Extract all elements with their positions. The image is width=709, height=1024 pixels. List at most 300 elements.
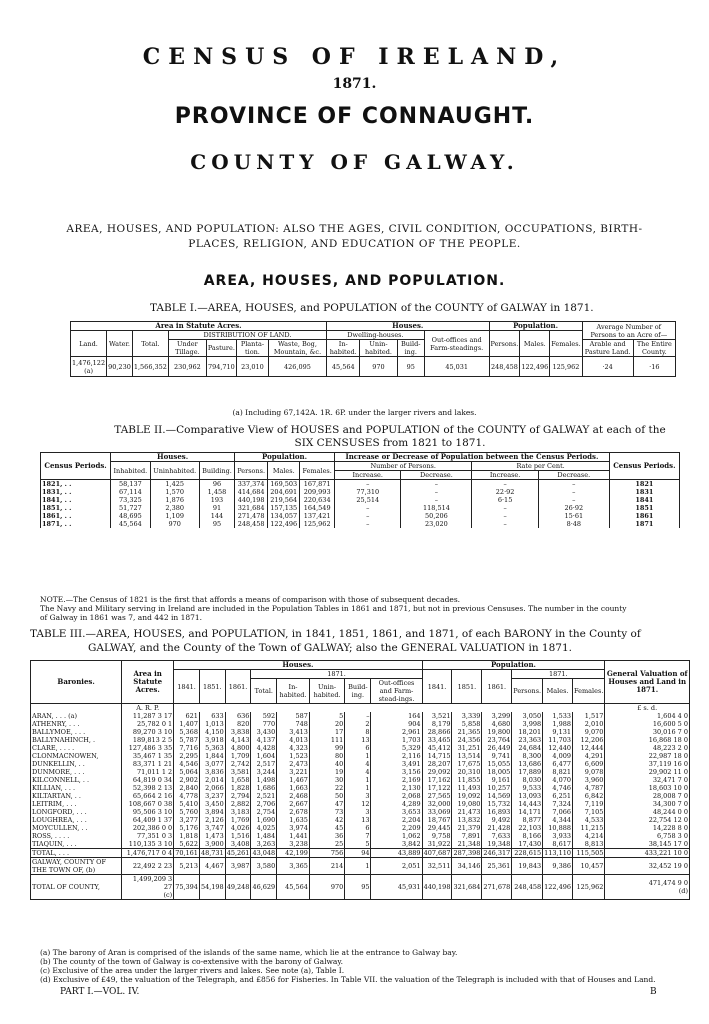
table2-note-3: of Galway in 1861 was 7, and 442 in 1871. xyxy=(40,613,203,622)
t3-val: 38,145 17 0 xyxy=(605,840,690,849)
t3-cell: 11,703 xyxy=(543,736,573,744)
t3-cell: 3,580 xyxy=(251,858,277,875)
t3-area: 202,386 0 0 xyxy=(122,824,174,832)
t2-cell: 169,503 xyxy=(268,480,300,489)
t3-cell: 13 xyxy=(345,736,371,744)
t3-cell: 48,731 xyxy=(200,849,224,857)
t3-area: 35,467 1 35 xyxy=(122,752,174,760)
t3-cell: 4,291 xyxy=(573,752,605,760)
t3-cell: 820 xyxy=(225,720,251,728)
t2-h-rate: Rate per Cent. xyxy=(472,462,609,471)
t3-cell: 10,457 xyxy=(573,858,605,875)
t3-cell: 6,609 xyxy=(573,760,605,768)
t3-cell: 5,760 xyxy=(174,808,200,816)
t3-cell: 12,206 xyxy=(573,736,605,744)
t3-cell: 8,179 xyxy=(422,720,452,728)
t2-period: 1851, . . xyxy=(41,504,111,512)
t3-hcol-0: 1841. xyxy=(174,670,200,704)
t3-cell: 8,617 xyxy=(543,840,573,849)
t3-cell: 125,962 xyxy=(573,875,605,900)
t2-cell: 48,695 xyxy=(111,512,150,520)
t1-col-6: Waste, Bog, Mountain, &c. xyxy=(268,340,326,357)
t3-cell: 1,533 xyxy=(543,712,573,720)
t2-cell: 220,634 xyxy=(300,496,335,504)
t3-cell: 36 xyxy=(309,832,344,840)
t2-cell: 321,684 xyxy=(235,504,268,512)
table1-caption: TABLE I.—AREA, HOUSES, and POPULATION of the COUNTY of GALWAY in 1871. xyxy=(150,302,594,314)
t3-cell: 19,092 xyxy=(452,792,482,800)
t3-cell: 4,787 xyxy=(573,784,605,792)
t3-cell: 6 xyxy=(345,744,371,752)
t3-cell: 6,842 xyxy=(573,792,605,800)
t3-cell: 3,450 xyxy=(199,800,225,808)
t3-cell: 45,564 xyxy=(277,875,310,900)
t1-cell: 125,962 xyxy=(550,357,582,377)
t3-cell: 2,068 xyxy=(371,792,422,800)
t3-cell: 2,468 xyxy=(277,792,310,800)
t3-cell: 3 xyxy=(345,808,371,816)
t3-cell: 3,237 xyxy=(199,792,225,800)
t2-cell: 77,310 xyxy=(335,488,401,496)
t3-cell: 2,902 xyxy=(174,776,200,784)
t3-cell: 2,209 xyxy=(371,824,422,832)
table2-notes xyxy=(40,595,680,622)
t2-col-6: Increase. xyxy=(335,471,401,480)
table3-caption-line-2: GALWAY, and the County of the Town of GALWAY; also the GENERAL VALUATION in 1871. xyxy=(88,642,572,654)
t3-cell: 271,678 xyxy=(482,875,512,900)
t2-cell: 26·92 xyxy=(538,504,609,512)
t3-cell: 2,521 xyxy=(251,792,277,800)
t3-h-1871: 1871. xyxy=(251,670,422,679)
t1-h-area: Area in Statute Acres. xyxy=(71,322,327,331)
t3-cell: 20 xyxy=(309,720,344,728)
t3-area: 77,351 0 3 xyxy=(122,832,174,840)
t3-cell: 4,746 xyxy=(543,784,573,792)
t3-h-area: Area in Statute Acres. xyxy=(122,661,174,704)
t1-col-0: Land. xyxy=(71,331,107,357)
t3-cell: 4,323 xyxy=(277,744,310,752)
t3-cell: 4,009 xyxy=(543,752,573,760)
t3-cell: 1,709 xyxy=(225,752,251,760)
t3-cell: 47 xyxy=(309,800,344,808)
table3-foot-d: (d) Exclusive of £49, the valuation of the Telegraph, and £856 for Fisheries. In Table VII. the valuation of the Telegraph is included with that of Houses and Land. xyxy=(40,975,656,984)
t3-cell: 19,080 xyxy=(452,800,482,808)
t2-cell: 96 xyxy=(199,480,234,489)
t3-area: 127,486 3 35 xyxy=(122,744,174,752)
t3-cell: 4,137 xyxy=(251,736,277,744)
t3-barony: ROSS, . . . . xyxy=(31,832,122,840)
t2-cell: 118,514 xyxy=(401,504,472,512)
t3-cell: 6,477 xyxy=(543,760,573,768)
t1-col-11: Persons. xyxy=(489,331,520,357)
table2-note-2: The Navy and Military serving in Ireland are included in the Population Tables in 1861 and 1871, but not in previous Censuses. The number in the county xyxy=(40,604,627,613)
t3-cell: 26,449 xyxy=(482,744,512,752)
t3-cell: 4,533 xyxy=(573,816,605,824)
t2-cell: – xyxy=(401,496,472,504)
t3-val: 433,221 10 0 xyxy=(605,849,690,858)
t3-cell: 287,398 xyxy=(453,849,481,857)
t3-cell: 1,663 xyxy=(277,784,310,792)
t2-cell: 91 xyxy=(199,504,234,512)
t1-col-8: Unin-habited. xyxy=(360,340,397,357)
t3-cell: 80 xyxy=(309,752,344,760)
t2-cell: 137,421 xyxy=(300,512,335,520)
table2-caption-line-1: TABLE II.—Comparative View of HOUSES and POPULATION of the COUNTY of GALWAY at each of the xyxy=(114,424,666,436)
t3-cell: 3,263 xyxy=(251,840,277,849)
t2-cell: 204,691 xyxy=(268,488,300,496)
t1-cell: 95 xyxy=(397,357,424,377)
t3-cell: 6 xyxy=(345,824,371,832)
t2-col-2: Building. xyxy=(199,462,234,480)
t3-cell: 8 xyxy=(345,728,371,736)
t3-cell: 770 xyxy=(251,720,277,728)
t2-h-houses: Houses. xyxy=(111,453,235,462)
t3-cell: 19,800 xyxy=(482,728,512,736)
t3-cell: 45,931 xyxy=(371,875,422,900)
t3-cell: 43,048 xyxy=(252,849,276,857)
t2-cell: – xyxy=(472,520,538,528)
table-row xyxy=(41,480,680,489)
t2-period: 1861, . . xyxy=(41,512,111,520)
t3-area: 71,011 1 2 xyxy=(122,768,174,776)
t3-barony: BALLYNAHINCH, . xyxy=(31,736,122,744)
t3-barony: KILLIAN, . . . xyxy=(31,784,122,792)
t3-val: 22,754 12 0 xyxy=(605,816,690,824)
t1-cell: ·24 xyxy=(582,357,633,377)
t1-col-12: Males. xyxy=(520,331,550,357)
t1-cell: 1,476,122 (a) xyxy=(72,358,106,375)
table-row xyxy=(31,768,690,776)
t2-cell: 219,564 xyxy=(268,496,300,504)
t3-barony: GALWAY, COUNTY OF THE TOWN OF, (b) xyxy=(31,858,122,875)
t2-cell: 1,876 xyxy=(150,496,199,504)
t3-cell: 22 xyxy=(309,784,344,792)
table-row xyxy=(31,728,690,736)
t3-cell: 1,484 xyxy=(251,832,277,840)
t2-cell: 50,206 xyxy=(401,512,472,520)
table3-foot-b: (b) The county of the town of Galway is co-extensive with the barony of Galway. xyxy=(40,957,343,966)
t3-cell: 30 xyxy=(309,776,344,784)
table-row xyxy=(41,512,680,520)
t3-cell: 10,888 xyxy=(543,824,573,832)
table3-foot-a: (a) The barony of Aran is comprised of the islands of the same name, which lie at the entrance to Galway bay. xyxy=(40,948,458,957)
t3-cell: 12 xyxy=(345,800,371,808)
t3-cell: 8,821 xyxy=(543,768,573,776)
t3-cell: 122,496 xyxy=(543,875,573,900)
total-row xyxy=(31,849,690,858)
t3-area: 110,135 3 10 xyxy=(122,840,174,849)
t3-barony: DUNKELLIN, . . xyxy=(31,760,122,768)
t3-cell: 21,365 xyxy=(452,728,482,736)
t1-h-houses: Houses. xyxy=(327,322,490,331)
t2-h-periods-right: Census Periods. xyxy=(609,453,679,480)
t3-cell: 11,215 xyxy=(573,824,605,832)
t2-period-right: 1871 xyxy=(609,520,679,528)
t3-area: 11,287 3 17 xyxy=(122,712,174,720)
page-footer-part: PART I.—VOL. IV. xyxy=(60,987,140,997)
t3-cell: 440,198 xyxy=(422,875,452,900)
t3-cell: 5,363 xyxy=(199,744,225,752)
t3-cell: 13,093 xyxy=(512,792,543,800)
t2-cell: 1,570 xyxy=(150,488,199,496)
t2-cell: 209,993 xyxy=(300,488,335,496)
t3-cell: 592 xyxy=(251,712,277,720)
t3-val-note: (d) xyxy=(678,887,688,895)
t3-cell: 3,299 xyxy=(482,712,512,720)
t3-cell: 111 xyxy=(309,736,344,744)
t3-barony: LEITRIM, . . . xyxy=(31,800,122,808)
table-row xyxy=(31,712,690,720)
t3-cell: 621 xyxy=(174,712,200,720)
t3-cell: 32,511 xyxy=(422,858,452,875)
t3-cell: 164 xyxy=(371,712,422,720)
t3-cell: 970 xyxy=(309,875,344,900)
t2-h-periods: Census Periods. xyxy=(41,453,111,480)
t3-cell: 3,838 xyxy=(225,728,251,736)
t3-cell: 14,569 xyxy=(482,792,512,800)
t2-cell: 95 xyxy=(199,520,234,528)
t3-pcol-0: 1841. xyxy=(422,670,452,704)
t3-cell: 12,444 xyxy=(573,744,605,752)
county-total-row xyxy=(31,875,690,900)
t3-cell: 50 xyxy=(309,792,344,800)
table-row xyxy=(31,776,690,784)
province-title: PROVINCE OF CONNAUGHT. xyxy=(174,104,535,129)
t3-cell: 7,716 xyxy=(174,744,200,752)
table-row xyxy=(31,832,690,840)
t3-cell: 25,361 xyxy=(482,858,512,875)
t3-cell: 7,119 xyxy=(573,800,605,808)
t3-cell: 13 xyxy=(345,816,371,824)
t3-h-1871-pop: 1871. xyxy=(512,670,605,679)
t2-h-numpersons: Number of Persons. xyxy=(335,462,472,471)
t3-cell: 29,092 xyxy=(422,768,452,776)
t2-cell: 157,135 xyxy=(268,504,300,512)
t2-cell: – xyxy=(335,504,401,512)
t1-cell: 230,962 xyxy=(168,357,206,377)
t2-period: 1821, . . xyxy=(41,480,111,489)
t3-area-note: (c) xyxy=(163,891,173,899)
table3-caption xyxy=(30,627,700,655)
t3-cell: 321,684 xyxy=(452,875,482,900)
t3-cell: 31,922 xyxy=(422,840,452,849)
t3-val: 29,902 11 0 xyxy=(605,768,690,776)
t2-cell: 144 xyxy=(199,512,234,520)
t3-barony: BALLYMOE, . . . xyxy=(31,728,122,736)
t3-area: 89,270 3 10 xyxy=(122,728,174,736)
t3-cell: 1,498 xyxy=(251,776,277,784)
t3-cell: 8,813 xyxy=(573,840,605,849)
t3-cell: 43,889 xyxy=(371,849,422,858)
t3-cell: 748 xyxy=(277,720,310,728)
t1-cell: 794,710 xyxy=(206,357,236,377)
t1-col-13: Females. xyxy=(550,331,582,357)
t2-period-right: 1841 xyxy=(609,496,679,504)
t3-cell: 28,207 xyxy=(422,760,452,768)
t3-area: 64,409 1 37 xyxy=(122,816,174,824)
t3-cell: 14,443 xyxy=(512,800,543,808)
t2-cell: 164,549 xyxy=(300,504,335,512)
t3-cell: 7 xyxy=(345,832,371,840)
t3-barony: CLARE, . . . . xyxy=(31,744,122,752)
t2-cell: 8·48 xyxy=(538,520,609,528)
t3-cell: 7,324 xyxy=(543,800,573,808)
t3-cell: 2,961 xyxy=(371,728,422,736)
table2 xyxy=(40,452,680,528)
t3-cell: 5,329 xyxy=(371,744,422,752)
t1-col-10: Out-offices and Farm-steadings. xyxy=(424,331,489,357)
t3-cell: 7,105 xyxy=(573,808,605,816)
t1-col-3: Under Tillage. xyxy=(168,340,206,357)
table-row xyxy=(41,520,680,528)
t3-cell: 10,257 xyxy=(482,784,512,792)
t2-cell: 67,114 xyxy=(111,488,150,496)
t3-cell: 1 xyxy=(345,784,371,792)
t3-cell: 5,064 xyxy=(174,768,200,776)
table-row xyxy=(31,736,690,744)
t3-cell: 3,365 xyxy=(277,858,310,875)
t2-cell: – xyxy=(472,504,538,512)
t3-barony: MOYCULLEN, . . xyxy=(31,824,122,832)
table-row xyxy=(31,816,690,824)
t2-cell: 167,871 xyxy=(300,480,335,489)
t1-cell: 1,566,352 xyxy=(132,357,168,377)
t3-val: 48,244 0 0 xyxy=(605,808,690,816)
t3-cell: 1,473 xyxy=(199,832,225,840)
t3-cell: 7,633 xyxy=(482,832,512,840)
t3-cell: 9,161 xyxy=(482,776,512,784)
t3-barony: ARAN, . . . (a) xyxy=(31,712,122,720)
t3-barony: KILCONNELL, . . xyxy=(31,776,122,784)
t3-cell: 70,161 xyxy=(175,849,198,857)
t1-col-7: In-habited. xyxy=(327,340,360,357)
t3-cell: 2,169 xyxy=(371,776,422,784)
t2-cell: 248,458 xyxy=(235,520,268,528)
t3-cell: 24,356 xyxy=(452,736,482,744)
t2-cell: 6·15 xyxy=(472,496,538,504)
t2-cell: – xyxy=(335,512,401,520)
t2-period-right: 1851 xyxy=(609,504,679,512)
t3-hcol-7: Out-offices and Farm-stead-ings. xyxy=(371,679,422,704)
t3-val: 1,604 4 0 xyxy=(605,712,690,720)
t3-cell: 1,658 xyxy=(225,776,251,784)
t3-hcol-1: 1851. xyxy=(199,670,225,704)
t3-cell: 3,933 xyxy=(543,832,573,840)
t3-cell: 45,261 xyxy=(226,849,250,857)
t1-cell: 45,564 xyxy=(327,357,360,377)
t3-h-baronies: Baronies. xyxy=(31,661,122,704)
t1-cell: 23,010 xyxy=(236,357,268,377)
t3-area: 1,499,209 3 27 (c) xyxy=(122,875,174,900)
t1-col-2: Total. xyxy=(132,331,168,357)
t3-cell: 2,840 xyxy=(174,784,200,792)
table-row xyxy=(31,792,690,800)
t3-val: 6,758 3 0 xyxy=(605,832,690,840)
t3-cell: 2,678 xyxy=(277,808,310,816)
t1-cell: 970 xyxy=(360,357,397,377)
t3-val: 32,471 7 0 xyxy=(605,776,690,784)
t3-barony: ATHENRY, . . . xyxy=(31,720,122,728)
t3-cell: 407,687 xyxy=(423,849,451,857)
t3-cell: 13,686 xyxy=(512,760,543,768)
t3-cell: 5,622 xyxy=(174,840,200,849)
t2-cell: 337,374 xyxy=(235,480,268,489)
t3-cell: 5,368 xyxy=(174,728,200,736)
t3-cell: 8,877 xyxy=(512,816,543,824)
t3-cell: 21,348 xyxy=(452,840,482,849)
t3-cell: 2 xyxy=(345,720,371,728)
table-row xyxy=(31,784,690,792)
t3-cell: 7,891 xyxy=(452,832,482,840)
t3-cell: 4,143 xyxy=(225,736,251,744)
t3-cell: 17 xyxy=(309,728,344,736)
table-row xyxy=(31,744,690,752)
t3-cell: 19,843 xyxy=(512,858,543,875)
t2-cell: – xyxy=(538,496,609,504)
t3-cell: 14,715 xyxy=(422,752,452,760)
t2-cell: 15·61 xyxy=(538,512,609,520)
t3-cell: 15,055 xyxy=(482,760,512,768)
t3-cell: 16,893 xyxy=(482,808,512,816)
t3-cell: 34,146 xyxy=(452,858,482,875)
t3-val: 14,228 8 0 xyxy=(605,824,690,832)
t3-cell: 3,050 xyxy=(512,712,543,720)
t3-cell: 8,030 xyxy=(512,776,543,784)
t2-cell: 25,514 xyxy=(335,496,401,504)
t3-cell: 4,467 xyxy=(199,858,225,875)
t2-cell: 45,564 xyxy=(111,520,150,528)
t3-cell: 5 xyxy=(345,840,371,849)
t3-cell: 4,025 xyxy=(251,824,277,832)
t2-cell: – xyxy=(538,488,609,496)
t3-cell: 28,866 xyxy=(422,728,452,736)
t3-cell: 11,493 xyxy=(452,784,482,792)
t2-period: 1841, . . xyxy=(41,496,111,504)
t3-cell: 3,581 xyxy=(225,768,251,776)
t3-cell: 3,987 xyxy=(225,858,251,875)
t3-cell: 1,818 xyxy=(174,832,200,840)
table-row xyxy=(31,752,690,760)
t3-cell: 3,244 xyxy=(251,768,277,776)
table-row xyxy=(41,496,680,504)
t1-cell: ·16 xyxy=(633,357,675,377)
t3-cell: 3,408 xyxy=(225,840,251,849)
t3-area: 65,664 2 16 xyxy=(122,792,174,800)
t2-cell: 23,020 xyxy=(401,520,472,528)
t3-cell: 4,289 xyxy=(371,800,422,808)
t2-cell: – xyxy=(401,488,472,496)
t3-cell: 25 xyxy=(309,840,344,849)
t3-val: 16,868 18 0 xyxy=(605,736,690,744)
t3-cell: 27,565 xyxy=(422,792,452,800)
table3-foot-c: (c) Exclusive of the area under the larger rivers and lakes. See note (a), Table I. xyxy=(40,966,345,975)
t2-h-incdec: Increase or Decrease of Population between the Census Periods. xyxy=(335,453,610,462)
t3-val: 16,600 5 0 xyxy=(605,720,690,728)
t3-cell: 3,960 xyxy=(573,776,605,784)
t3-cell: 214 xyxy=(309,858,344,875)
table1 xyxy=(70,321,676,377)
t3-cell: 1,988 xyxy=(543,720,573,728)
t3-cell: 2,051 xyxy=(371,858,422,875)
t3-cell: 3,894 xyxy=(199,808,225,816)
t2-cell: 970 xyxy=(150,520,199,528)
t3-barony: LOUGHREA, . . . xyxy=(31,816,122,824)
t1-cell: 248,458 xyxy=(489,357,520,377)
t3-cell: 4,150 xyxy=(199,728,225,736)
t3-cell: 756 xyxy=(309,849,344,858)
t2-cell: 2,380 xyxy=(150,504,199,512)
t3-cell: 1,517 xyxy=(573,712,605,720)
